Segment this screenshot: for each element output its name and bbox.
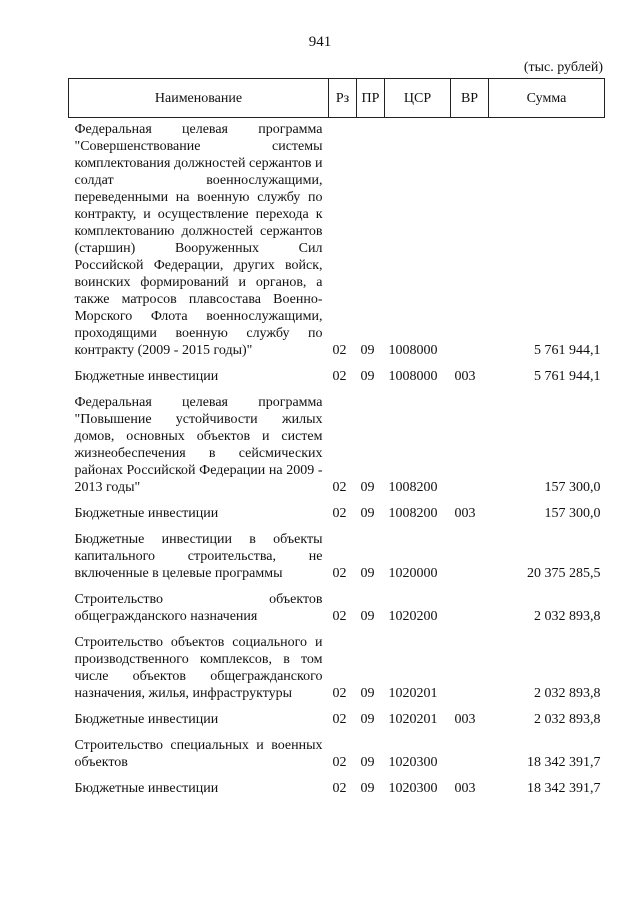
row-vr [451, 527, 489, 587]
units-label: (тыс. рублей) [523, 60, 603, 75]
row-csr: 1020300 [388, 781, 438, 796]
row-vr [451, 630, 489, 707]
table-header-row [69, 79, 605, 118]
row-sum: 2 032 893,8 [534, 609, 601, 624]
row-pr: 09 [360, 566, 375, 581]
row-rz: 02 [332, 781, 347, 796]
row-name: Строительство специальных и военных объектов [74, 738, 323, 770]
row-rz: 02 [332, 609, 347, 624]
row-vr [451, 733, 489, 776]
row-rz: 02 [332, 506, 347, 521]
row-name: Бюджетные инвестиции [74, 781, 219, 796]
row-sum: 20 375 285,5 [527, 566, 601, 581]
row-sum: 157 300,0 [544, 480, 601, 495]
row-sum: 5 761 944,1 [534, 369, 601, 384]
table-row [69, 733, 605, 776]
table-row [69, 630, 605, 707]
header-name: Наименование [69, 79, 329, 118]
header-pr: ПР [357, 79, 385, 118]
row-rz: 02 [332, 343, 347, 358]
page-number: 941 [308, 34, 332, 50]
row-csr: 1008000 [388, 369, 438, 384]
row-pr: 09 [360, 506, 375, 521]
table-row [69, 501, 605, 527]
row-vr: 003 [454, 369, 476, 384]
table-row [69, 364, 605, 390]
header-sum: Сумма [489, 79, 605, 118]
row-sum: 18 342 391,7 [527, 755, 601, 770]
row-name: Федеральная целевая программа "Повышение устойчивости жилых домов, основных объектов и систем жизнеобеспечения в сейсмических районах Российской Федерации на 2009 - 2013 годы" [74, 395, 323, 495]
table-row [69, 776, 605, 802]
row-pr: 09 [360, 609, 375, 624]
row-csr: 1020201 [388, 712, 438, 727]
row-sum: 2 032 893,8 [534, 686, 601, 701]
row-pr: 09 [360, 686, 375, 701]
row-name: Бюджетные инвестиции [74, 712, 219, 727]
row-name: Федеральная целевая программа "Совершенствование системы комплектования должностей сержантов и солдат военнослужащими, переведенными на военную службу по контракту, и осуществление перехода к комплектованию должностей сержантов (старшин) Вооруженных Сил Российской Федерации, других войск, воинских формирований и органов, а также матросов плавсостава Военно-Морского Флота военнослужащими, проходящими военную службу по контракту (2009 - 2015 годы)" [74, 122, 323, 358]
row-name: Бюджетные инвестиции [74, 506, 219, 521]
row-pr: 09 [360, 369, 375, 384]
row-sum: 157 300,0 [544, 506, 601, 521]
row-name: Бюджетные инвестиции в объекты капитального строительства, не включенные в целевые программы [74, 532, 323, 581]
table-row [69, 527, 605, 587]
row-vr [451, 118, 489, 365]
table-row [69, 118, 605, 365]
row-csr: 1020200 [388, 609, 438, 624]
row-rz: 02 [332, 566, 347, 581]
row-rz: 02 [332, 369, 347, 384]
row-csr: 1008000 [388, 343, 438, 358]
row-vr [451, 587, 489, 630]
row-vr: 003 [454, 781, 476, 796]
row-pr: 09 [360, 755, 375, 770]
row-rz: 02 [332, 712, 347, 727]
table-row [69, 707, 605, 733]
row-sum: 18 342 391,7 [527, 781, 601, 796]
row-sum: 2 032 893,8 [534, 712, 601, 727]
row-rz: 02 [332, 686, 347, 701]
header-csr: ЦСР [385, 79, 451, 118]
row-pr: 09 [360, 343, 375, 358]
row-name: Строительство объектов общегражданского назначения [74, 592, 323, 624]
table-row [69, 587, 605, 630]
row-rz: 02 [332, 755, 347, 770]
budget-table [68, 78, 605, 802]
header-vr: ВР [451, 79, 489, 118]
row-csr: 1008200 [388, 480, 438, 495]
row-vr [451, 390, 489, 501]
table-row [69, 390, 605, 501]
header-rz: Рз [329, 79, 357, 118]
row-pr: 09 [360, 712, 375, 727]
row-pr: 09 [360, 480, 375, 495]
row-csr: 1020000 [388, 566, 438, 581]
row-csr: 1020300 [388, 755, 438, 770]
row-name: Бюджетные инвестиции [74, 369, 219, 384]
row-sum: 5 761 944,1 [534, 343, 601, 358]
row-pr: 09 [360, 781, 375, 796]
row-vr: 003 [454, 712, 476, 727]
row-csr: 1020201 [388, 686, 438, 701]
row-vr: 003 [454, 506, 476, 521]
row-csr: 1008200 [388, 506, 438, 521]
row-name: Строительство объектов социального и производственного комплексов, в том числе объектов общегражданского назначения, жилья, инфраструктуры [74, 635, 323, 701]
row-rz: 02 [332, 480, 347, 495]
